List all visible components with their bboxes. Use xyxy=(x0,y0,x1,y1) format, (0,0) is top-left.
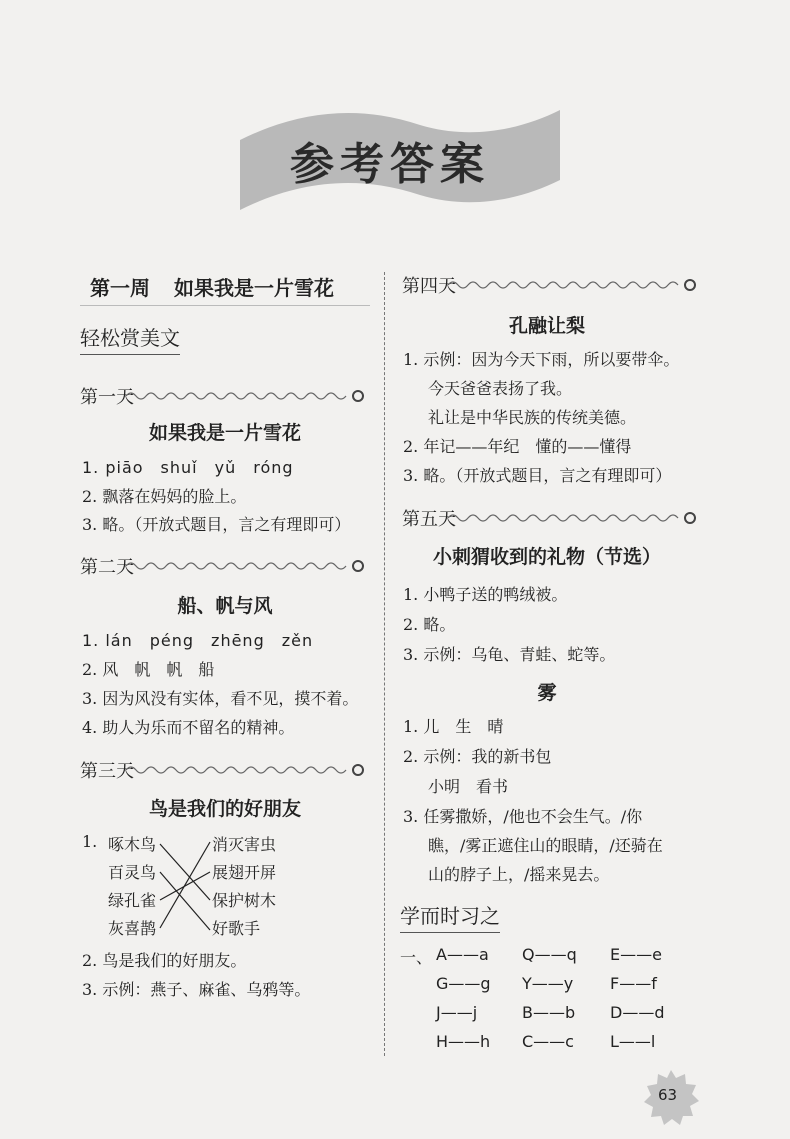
day3-line: 3. 示例：燕子、麻雀、乌鸦等。 xyxy=(82,980,311,999)
column-divider xyxy=(384,272,385,1056)
day1-line: 1. piāo shuǐ yǔ róng xyxy=(82,458,294,477)
fog-line: 瞧，/雾正遮住山的眼睛，/还骑在 xyxy=(428,836,663,855)
day4-header xyxy=(402,272,702,300)
fog-line: 2. 示例：我的新书包 xyxy=(403,747,552,766)
week-title xyxy=(90,272,358,301)
week-label: 第一周 xyxy=(90,276,150,300)
alphabet-pair: H——h xyxy=(436,1032,491,1051)
matching-lines xyxy=(158,830,214,940)
alphabet-pair: Y——y xyxy=(522,974,574,993)
alphabet-pair: A——a xyxy=(436,945,489,964)
day1-line: 3. 略。（开放式题目，言之有理即可） xyxy=(82,515,351,534)
wavy-rule-icon xyxy=(126,559,366,573)
day5-line: 2. 略。 xyxy=(403,615,456,634)
day2-line: 1. lán péng zhēng zěn xyxy=(82,631,314,650)
day1-title: 如果我是一片雪花 xyxy=(148,422,301,444)
day4-line: 2. 年记——年纪 懂的——懂得 xyxy=(403,437,632,456)
day4-line: 今天爸爸表扬了我。 xyxy=(428,379,573,398)
day4-title: 孔融让梨 xyxy=(508,315,585,337)
day5-line: 3. 示例：乌龟、青蛙、蛇等。 xyxy=(403,645,616,664)
section-easy-reading xyxy=(80,322,180,351)
day3-match-prefix: 1. xyxy=(82,832,98,851)
day3-label: 第三天 xyxy=(80,761,134,782)
day4-label: 第四天 xyxy=(402,276,456,297)
day2-line: 2. 风 帆 帆 船 xyxy=(82,660,215,679)
section-study xyxy=(400,900,500,929)
day4-line: 礼让是中华民族的传统美德。 xyxy=(428,408,637,427)
fog-line: 1. 儿 生 晴 xyxy=(403,717,504,736)
day2-line: 4. 助人为乐而不留名的精神。 xyxy=(82,718,295,737)
week-rule xyxy=(80,305,370,306)
wavy-rule-icon xyxy=(126,389,366,403)
match-left-item: 啄木鸟 xyxy=(108,835,157,854)
day5-title: 小刺猬收到的礼物（节选） xyxy=(432,546,661,568)
day2-title: 船、帆与风 xyxy=(177,595,273,617)
day3-header xyxy=(80,757,370,785)
alphabet-pair: C——c xyxy=(522,1032,574,1051)
day2-label: 第二天 xyxy=(80,557,134,578)
day3-line: 2. 鸟是我们的好朋友。 xyxy=(82,951,247,970)
fog-title: 雾 xyxy=(537,682,557,704)
match-right-item: 好歌手 xyxy=(212,919,261,938)
banner-title: 参考答案 xyxy=(290,139,490,190)
day2-line: 3. 因为风没有实体，看不见，摸不着。 xyxy=(82,689,359,708)
fog-line: 山的脖子上，/摇来晃去。 xyxy=(428,865,610,884)
fog-line: 3. 任雾撒娇，/他也不会生气。/你 xyxy=(403,807,643,826)
day4-line: 1. 示例：因为今天下雨，所以要带伞。 xyxy=(403,350,680,369)
alphabet-pair: L——l xyxy=(610,1032,656,1051)
day5-header xyxy=(402,505,702,533)
match-right-item: 消灭害虫 xyxy=(212,835,277,854)
fog-line: 小明 看书 xyxy=(428,777,509,796)
day1-line: 2. 飘落在妈妈的脸上。 xyxy=(82,487,247,506)
day5-line: 1. 小鸭子送的鸭绒被。 xyxy=(403,585,568,604)
wavy-rule-icon xyxy=(448,278,698,292)
wavy-rule-icon xyxy=(126,763,366,777)
alphabet-pair: J——j xyxy=(436,1003,478,1022)
alphabet-pair: G——g xyxy=(436,974,491,993)
match-right-item: 展翅开屏 xyxy=(212,863,277,882)
match-left-item: 绿孔雀 xyxy=(108,891,157,910)
alphabet-pair: Q——q xyxy=(522,945,577,964)
day2-header xyxy=(80,553,370,581)
alphabet-prefix: 一、 xyxy=(400,948,433,967)
day1-header xyxy=(80,383,370,411)
page-number: 63 xyxy=(658,1086,678,1104)
match-left-item: 灰喜鹊 xyxy=(108,919,157,938)
alphabet-pair: E——e xyxy=(610,945,662,964)
alphabet-pair: F——f xyxy=(610,974,657,993)
match-right-item: 保护树木 xyxy=(212,891,277,910)
match-left-item: 百灵鸟 xyxy=(108,863,157,882)
day1-label: 第一天 xyxy=(80,387,134,408)
day5-label: 第五天 xyxy=(402,509,456,530)
day4-line: 3. 略。（开放式题目，言之有理即可） xyxy=(403,466,672,485)
alphabet-pair: D——d xyxy=(610,1003,665,1022)
wavy-rule-icon xyxy=(448,511,698,525)
section-easy-label: 轻松赏美文 xyxy=(80,326,180,350)
alphabet-pair: B——b xyxy=(522,1003,576,1022)
week-theme: 如果我是一片雪花 xyxy=(174,276,334,300)
section-study-label: 学而时习之 xyxy=(400,904,500,928)
day3-title: 鸟是我们的好朋友 xyxy=(148,798,301,820)
